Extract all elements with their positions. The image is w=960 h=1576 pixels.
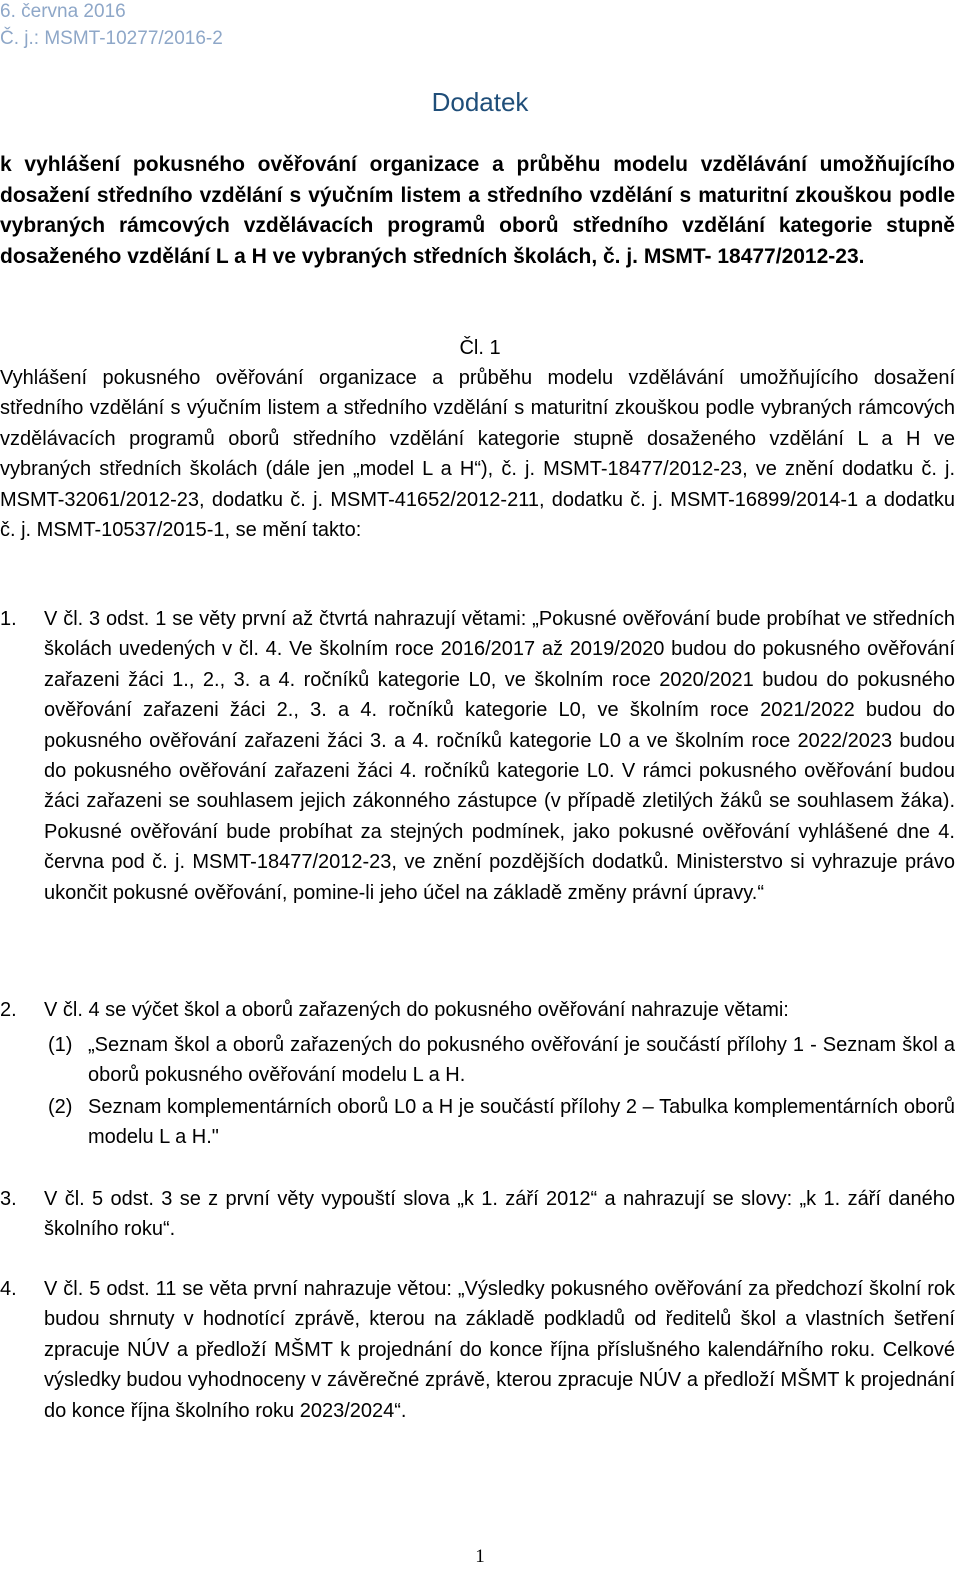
subitem-number: (1) bbox=[48, 1034, 73, 1056]
document-title: Dodatek bbox=[431, 87, 529, 117]
subitem-text: „Seznam škol a oborů zařazených do pokusného ověřování je součástí přílohy 1 - Seznam škol a oborů pokusného ověřování modelu L a H. bbox=[88, 1034, 955, 1087]
item-number: 4. bbox=[0, 1278, 17, 1300]
intro-paragraph: Vyhlášení pokusného ověřování organizace a průběhu modelu vzdělávání umožňujícího dosažení středního vzdělání s výučním listem a středního vzdělání s maturitní zkouškou podle vybraných rámcových vzdělávacích programů oborů středního vzdělání kategorie stupně dosaženého vzdělání L a H ve vybraných středních školách (dále jen „model L a H“), č. j. MSMT-18477/2012-23, ve znění dodatku č. j. MSMT-32061/2012-23, dodatku č. j. MSMT-41652/2012-211, dodatku č. j. MSMT-16899/2014-1 a dodatku č. j. MSMT-10537/2015-1, se mění takto: bbox=[0, 367, 955, 542]
item-text: V čl. 5 odst. 3 se z první věty vypouští slova „k 1. září 2012“ a nahrazují se slovy: „k 1. září daného školního roku“. bbox=[44, 1188, 955, 1241]
subitem-number: (2) bbox=[48, 1096, 73, 1118]
subitem-text: Seznam komplementárních oborů L0 a H je součástí přílohy 2 – Tabulka komplementárních oborů modelu L a H." bbox=[88, 1096, 955, 1149]
document-date: 6. června 2016 bbox=[0, 1, 126, 22]
item-number: 2. bbox=[0, 999, 17, 1021]
item-text: V čl. 3 odst. 1 se věty první až čtvrtá nahrazují větami: „Pokusné ověřování bude probíhat ve středních školách uvedených v čl. 4. Ve školním roce 2016/2017 až 2019/2020 budou do pokusného ověřování zařazeni žáci 1., 2., 3. a 4. ročníků kategorie L0, ve školním roce 2020/2021 budou do pokusného ověřování zařazeni žáci 2., 3. a 4. ročníků kategorie L0, ve školním roce 2021/2022 budou do pokusného ověřování zařazeni žáci 3. a 4. ročníků kategorie L0 a ve školním roce 2022/2023 budou do pokusného ověřování zařazeni žáci 4. ročníků kategorie L0. V rámci pokusného ověřování budou žáci zařazeni se souhlasem jejich zákonného zástupce (v případě zletilých žáků se souhlasem žáka). Pokusné ověřování bude probíhat za stejných podmínek, jako pokusné ověřování vyhlášené dne 4. června pod č. j. MSMT-18477/2012-23, ve znění pozdějších dodatků. Ministerstvo si vyhrazuje právo ukončit pokusné ověřování, pomine-li jeho účel na základě změny právní úpravy.“ bbox=[44, 608, 955, 904]
item-text: V čl. 5 odst. 11 se věta první nahrazuje větou: „Výsledky pokusného ověřování za předchozí školní rok budou shrnuty v hodnotící zprávě, kterou na základě podkladů od ředitelů škol a vlastních šetření zpracuje NÚV a předloží MŠMT k projednání do konce října příslušného kalendářního roku. Celkové výsledky budou vyhodnoceny v závěrečné zprávě, kterou zpracuje NÚV a předloží MŠMT k projednání do konce října školního roku 2023/2024“. bbox=[44, 1278, 955, 1422]
item-number: 3. bbox=[0, 1188, 17, 1210]
page-number: 1 bbox=[475, 1546, 485, 1567]
article-heading: Čl. 1 bbox=[459, 337, 501, 359]
item-text: V čl. 4 se výčet škol a oborů zařazených do pokusného ověřování nahrazuje větami: bbox=[44, 999, 789, 1021]
item-number: 1. bbox=[0, 608, 17, 630]
document-subtitle: k vyhlášení pokusného ověřování organizace a průběhu modelu vzdělávání umožňujícího dosažení středního vzdělání s výučním listem a středního vzdělání s maturitní zkouškou podle vybraných rámcových vzdělávacích programů oborů středního vzdělání kategorie stupně dosaženého vzdělání L a H ve vybraných středních školách, č. j. MSMT- 18477/2012-23. bbox=[0, 153, 955, 268]
reference-number: Č. j.: MSMT-10277/2016-2 bbox=[0, 28, 223, 49]
